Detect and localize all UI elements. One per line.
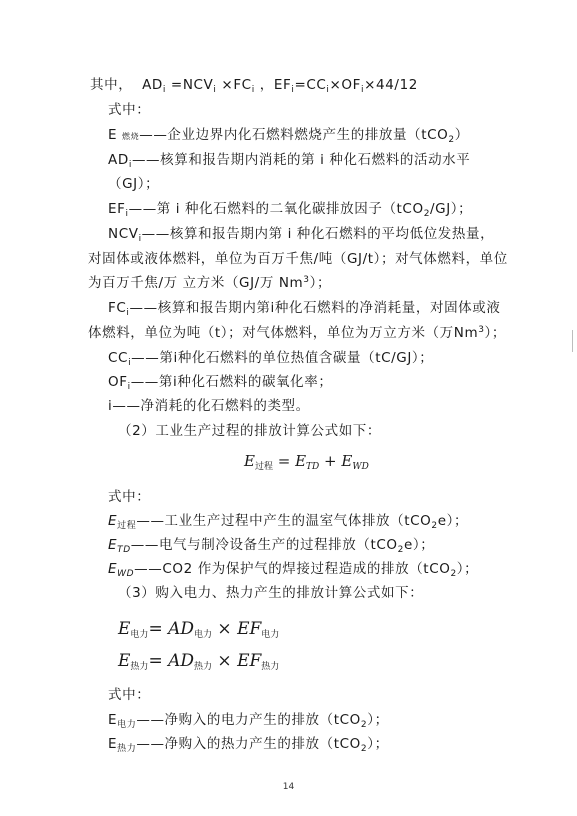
def-ad-unit: （GJ）； [108, 176, 160, 192]
def-e-heat: $E_{热力}——$净购入的热力产生的排放（tCO$_2$）； [108, 736, 389, 754]
def-of: $OF_i——$第i种化石燃料的碳氧化率； [108, 374, 333, 392]
def-ncv: $NCV_i——$核算和报告期内第 i 种化石燃料的平均低位发热量， [108, 226, 495, 244]
def-ncv-cont-1: 对固体或液体燃料，单位为百万千焦/吨（GJ/t）；对气体燃料，单位 [88, 251, 508, 267]
shizhong-label-2: 式中： [108, 489, 151, 505]
def-i: i——净消耗的化石燃料的类型。 [108, 398, 310, 414]
page-number: 14 [282, 782, 295, 792]
shizhong-label-3: 式中： [108, 687, 151, 703]
formula-heat: $E_{热力}= AD_{热力} \times EF_{热力}$ [118, 651, 280, 672]
def-cc: $CC_i——$第i种化石燃料的单位热值含碳量（tC/GJ）； [108, 350, 434, 368]
def-ewd: $E_{WD}——CO2$ 作为保护气的焊接过程造成的排放（tCO$_2$）； [108, 561, 479, 579]
scan-edge-mark [572, 330, 573, 352]
formula-process: $E_{过程} = E_{TD} + E_{WD}$ [244, 452, 369, 472]
def-e-electricity: $E_{电力}——$净购入的电力产生的排放（tCO$_2$）； [108, 712, 389, 730]
formula-electricity: $E_{电力}= AD_{电力} \times EF_{电力}$ [118, 619, 280, 640]
section-3-heading: （3）购入电力、热力产生的排放计算公式如下： [118, 585, 424, 601]
def-e-process: $E_{过程}——$工业生产过程中产生的温室气体排放（tCO$_2$e）； [108, 513, 469, 531]
def-etd: $E_{TD}——$电气与制冷设备生产的过程排放（tCO$_2$e）； [108, 537, 435, 555]
def-ncv-cont-2: 为百万千焦/万 立方米（GJ/万 Nm$^3$）； [88, 275, 332, 291]
def-fc: $FC_i——$核算和报告期内第i种化石燃料的净消耗量，对固体或液 [108, 300, 501, 318]
def-ef: $EF_i——$第 i 种化石燃料的二氧化碳排放因子（tCO$_2$/GJ）； [108, 201, 473, 219]
def-e-combustion: E 燃烧——企业边界内化石燃料燃烧产生的排放量（tCO$_2$） [108, 127, 469, 145]
def-ad: $AD_i——$核算和报告期内消耗的第 i 种化石燃料的活动水平 [108, 152, 471, 170]
formula-line-ad-ef: 其中， $AD_i =NCV_i \times FC_i$ ，$EF_i=CC_i\times OF_i\times 44/12$ [90, 77, 418, 95]
def-fc-cont: 体燃料，单位为吨（t）；对气体燃料，单位为万立方米（万Nm$^3$）； [88, 325, 506, 341]
shizhong-label-1: 式中： [108, 102, 151, 118]
section-2-heading: （2）工业生产过程的排放计算公式如下： [118, 423, 381, 439]
